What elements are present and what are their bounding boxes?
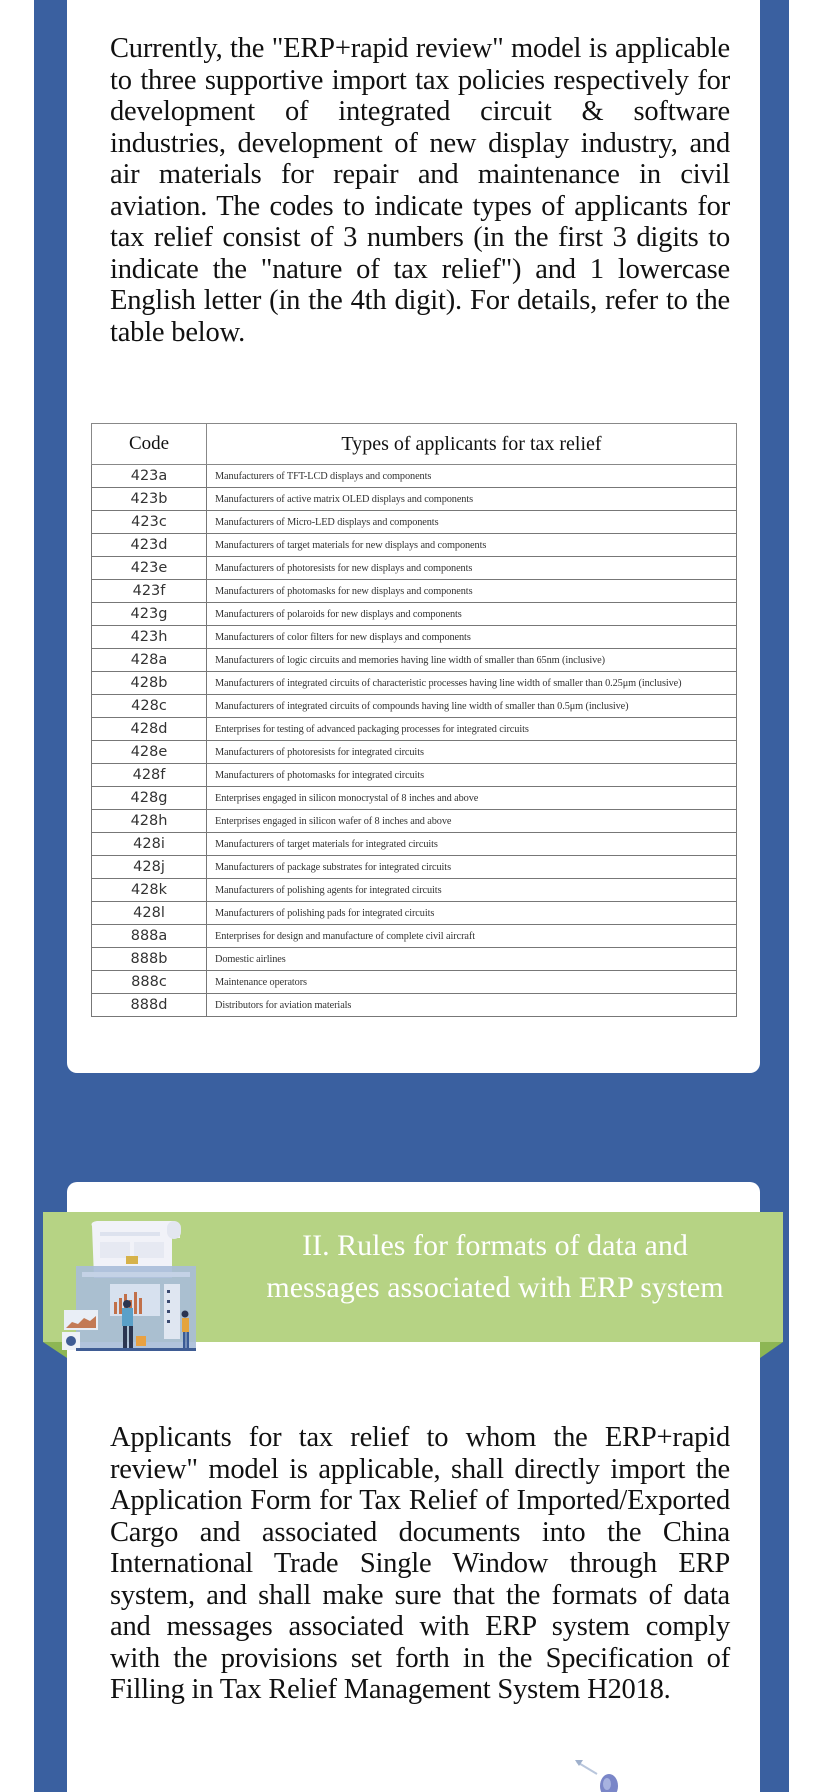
applicant-type-cell: Distributors for aviation materials — [207, 994, 737, 1017]
code-cell: 888d — [92, 994, 207, 1017]
applicant-type-cell: Manufacturers of package substrates for integrated circuits — [207, 856, 737, 879]
table-row — [92, 672, 737, 695]
section-2-paragraph: Applicants for tax relief to whom the ERP+rapid review" model is applicable, shall directly import the Application Form for Tax Relief of Imported/Exported Cargo and associated documents into the China International Trade Single Window through ERP system, and shall make sure that the formats of data and messages associated with ERP system comply with the provisions set forth in the Specification of Filling in Tax Relief Management System H2018. — [110, 1422, 730, 1705]
table-row — [92, 902, 737, 925]
applicant-type-cell: Domestic airlines — [207, 948, 737, 971]
section-2-title-line1: II. Rules for formats of data and — [302, 1229, 688, 1262]
table-row — [92, 879, 737, 902]
section-2-title — [215, 1225, 775, 1309]
applicant-type-cell: Manufacturers of target materials for new displays and components — [207, 534, 737, 557]
code-cell: 428a — [92, 649, 207, 672]
applicant-type-cell: Enterprises for testing of advanced packaging processes for integrated circuits — [207, 718, 737, 741]
code-cell: 423e — [92, 557, 207, 580]
applicant-type-cell: Manufacturers of integrated circuits of characteristic processes having line width of smaller than 0.25μm (inclusive) — [207, 672, 737, 695]
table-row — [92, 511, 737, 534]
applicant-type-cell: Manufacturers of polishing pads for integrated circuits — [207, 902, 737, 925]
applicant-type-cell: Manufacturers of active matrix OLED displays and components — [207, 488, 737, 511]
table-header-row — [92, 424, 737, 465]
code-cell: 423a — [92, 465, 207, 488]
header-type: Types of applicants for tax relief — [207, 424, 737, 465]
decorative-figure-icon — [575, 1758, 635, 1792]
applicant-type-cell: Manufacturers of TFT-LCD displays and components — [207, 465, 737, 488]
table-row — [92, 833, 737, 856]
applicant-type-cell: Maintenance operators — [207, 971, 737, 994]
header-code: Code — [92, 424, 207, 465]
applicant-codes-table — [91, 423, 737, 1017]
applicant-type-cell: Manufacturers of color filters for new displays and components — [207, 626, 737, 649]
table-row — [92, 994, 737, 1017]
table-row — [92, 695, 737, 718]
table-row — [92, 488, 737, 511]
code-cell: 423c — [92, 511, 207, 534]
applicant-type-cell: Manufacturers of photoresists for new displays and components — [207, 557, 737, 580]
code-cell: 888c — [92, 971, 207, 994]
intro-paragraph: Currently, the "ERP+rapid review" model is applicable to three supportive import tax policies respectively for development of integrated circuit & software industries, development of new display industry, and air materials for repair and maintenance in civil aviation. The codes to indicate types of applicants for tax relief consist of 3 numbers (in the first 3 digits to indicate the "nature of tax relief") and 1 lowercase English letter (in the 4th digit). For details, refer to the table below. — [110, 33, 730, 348]
applicant-type-cell: Manufacturers of integrated circuits of compounds having line width of smaller than 0.5μm (inclusive) — [207, 695, 737, 718]
applicant-type-cell: Manufacturers of photoresists for integrated circuits — [207, 741, 737, 764]
code-cell: 423f — [92, 580, 207, 603]
applicant-type-cell: Manufacturers of logic circuits and memories having line width of smaller than 65nm (inclusive) — [207, 649, 737, 672]
applicant-type-cell: Manufacturers of Micro-LED displays and components — [207, 511, 737, 534]
code-cell: 423d — [92, 534, 207, 557]
table-row — [92, 718, 737, 741]
code-cell: 428e — [92, 741, 207, 764]
code-cell: 428f — [92, 764, 207, 787]
applicant-type-cell: Manufacturers of polaroids for new displays and components — [207, 603, 737, 626]
applicant-type-cell: Enterprises for design and manufacture of complete civil aircraft — [207, 925, 737, 948]
code-cell: 428i — [92, 833, 207, 856]
code-cell: 428d — [92, 718, 207, 741]
table-row — [92, 465, 737, 488]
code-cell: 428c — [92, 695, 207, 718]
applicant-type-cell: Manufacturers of target materials for integrated circuits — [207, 833, 737, 856]
table-row — [92, 948, 737, 971]
table-row — [92, 580, 737, 603]
table-row — [92, 764, 737, 787]
code-cell: 428j — [92, 856, 207, 879]
code-cell: 888a — [92, 925, 207, 948]
table-row — [92, 626, 737, 649]
applicant-type-cell: Manufacturers of photomasks for integrated circuits — [207, 764, 737, 787]
applicant-type-cell: Enterprises engaged in silicon wafer of 8 inches and above — [207, 810, 737, 833]
applicant-type-cell: Manufacturers of polishing agents for integrated circuits — [207, 879, 737, 902]
applicant-type-cell: Enterprises engaged in silicon monocrystal of 8 inches and above — [207, 787, 737, 810]
table-row — [92, 649, 737, 672]
table-row — [92, 856, 737, 879]
code-cell: 428k — [92, 879, 207, 902]
code-cell: 423h — [92, 626, 207, 649]
table-row — [92, 741, 737, 764]
data-dashboard-illustration-icon — [52, 1218, 222, 1353]
table-row — [92, 971, 737, 994]
code-cell: 423b — [92, 488, 207, 511]
section-2-title-line2: messages associated with ERP system — [266, 1271, 724, 1304]
code-cell: 888b — [92, 948, 207, 971]
code-cell: 428g — [92, 787, 207, 810]
table-row — [92, 810, 737, 833]
banner-fold-right — [760, 1342, 783, 1358]
code-cell: 428b — [92, 672, 207, 695]
code-cell: 428h — [92, 810, 207, 833]
applicant-type-cell: Manufacturers of photomasks for new displays and components — [207, 580, 737, 603]
table-row — [92, 557, 737, 580]
table-row — [92, 534, 737, 557]
table-row — [92, 925, 737, 948]
table-row — [92, 787, 737, 810]
code-cell: 423g — [92, 603, 207, 626]
code-cell: 428l — [92, 902, 207, 925]
table-row — [92, 603, 737, 626]
